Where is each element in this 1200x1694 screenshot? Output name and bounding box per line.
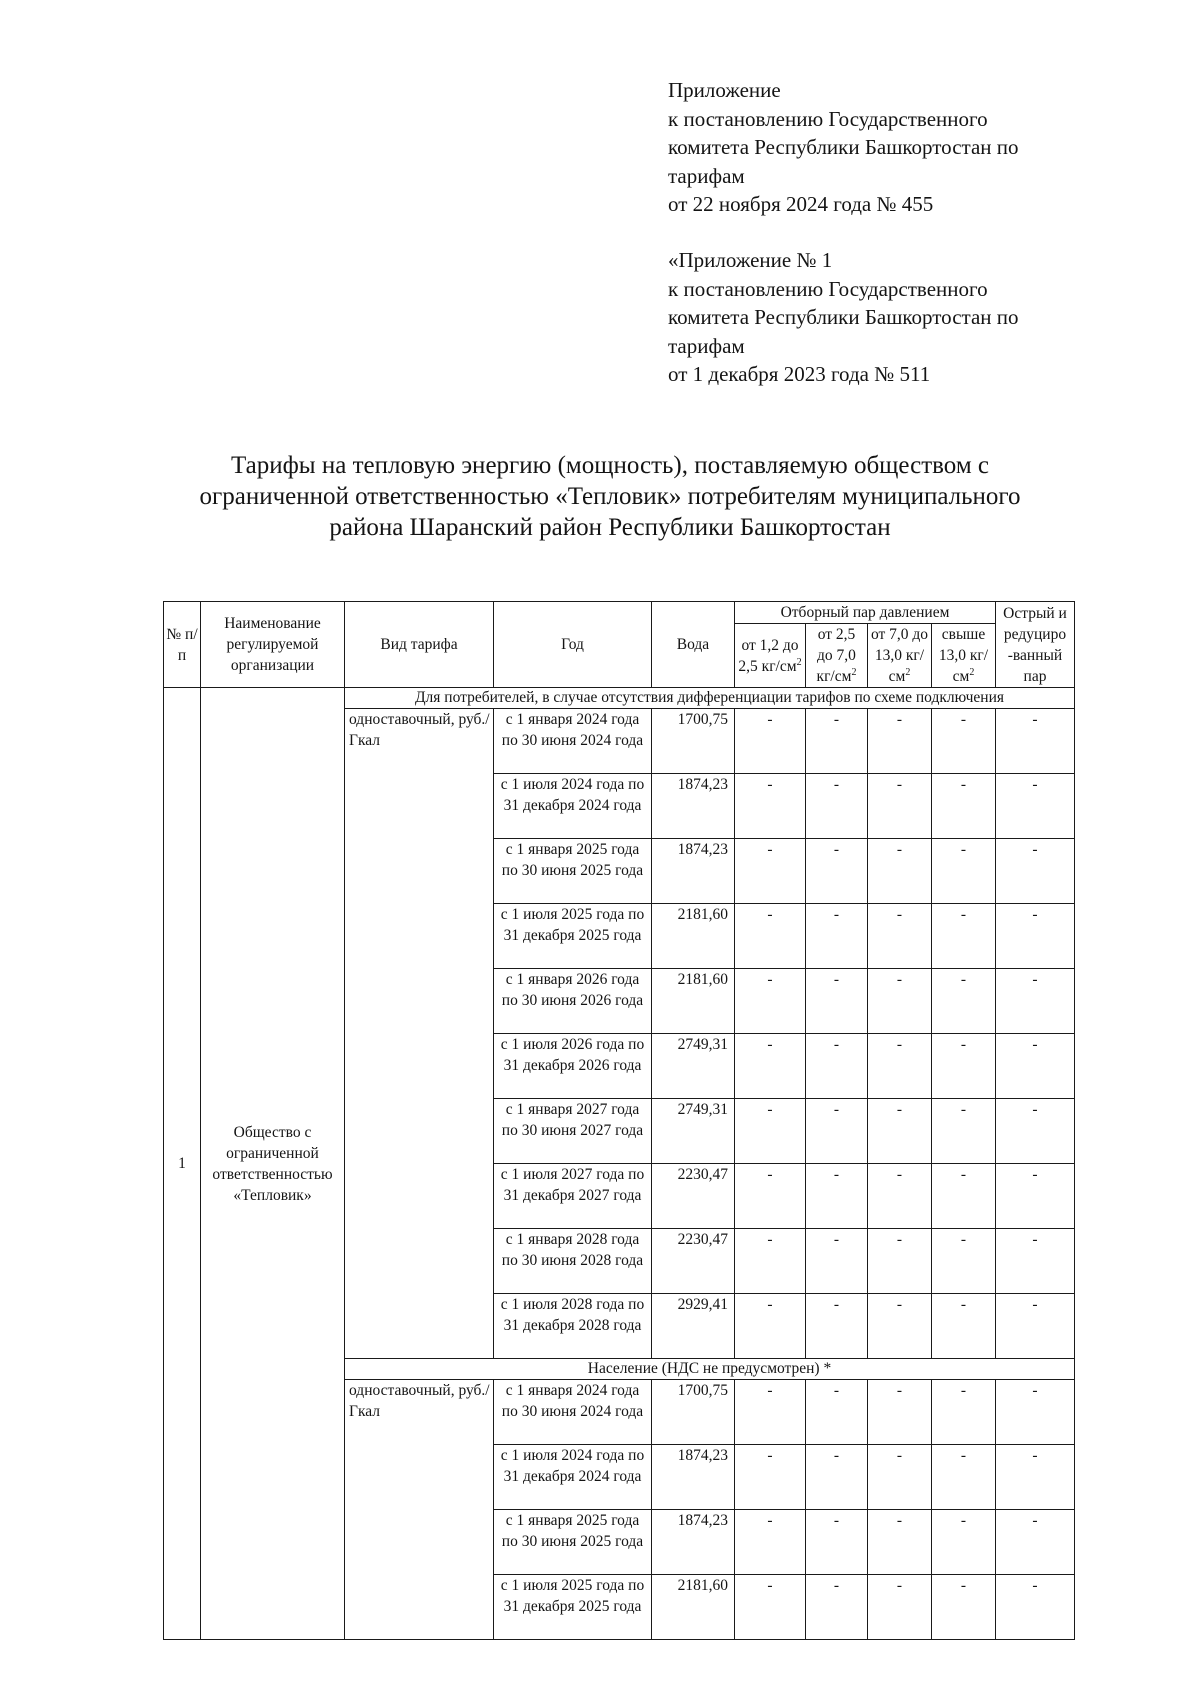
water-tariff-cell: 2230,47 (652, 1164, 735, 1229)
empty-tariff-cell: - (996, 1164, 1075, 1229)
empty-tariff-cell: - (868, 774, 932, 839)
empty-tariff-cell: - (932, 1510, 996, 1575)
empty-tariff-cell: - (932, 839, 996, 904)
empty-tariff-cell: - (932, 1294, 996, 1359)
empty-tariff-cell: - (996, 774, 1075, 839)
header-org: Наименование регулируемой организации (201, 602, 345, 688)
empty-tariff-cell: - (996, 1294, 1075, 1359)
water-tariff-cell: 2929,41 (652, 1294, 735, 1359)
empty-tariff-cell: - (996, 1099, 1075, 1164)
period-cell: с 1 июля 2025 года по 31 декабря 2025 года (494, 904, 652, 969)
title-line: района Шаранский район Республики Башкортостан (329, 514, 891, 541)
empty-tariff-cell: - (735, 1575, 806, 1640)
empty-tariff-cell: - (932, 1099, 996, 1164)
water-tariff-cell: 2181,60 (652, 904, 735, 969)
empty-tariff-cell: - (806, 1164, 868, 1229)
header-steam-group: Отборный пар давлением (735, 602, 996, 624)
empty-tariff-cell: - (996, 1575, 1075, 1640)
appendix-line: к постановлению Государственного (668, 276, 988, 301)
empty-tariff-cell: - (868, 1034, 932, 1099)
empty-tariff-cell: - (932, 1575, 996, 1640)
water-tariff-cell: 1874,23 (652, 1445, 735, 1510)
empty-tariff-cell: - (868, 1294, 932, 1359)
water-tariff-cell: 1700,75 (652, 1380, 735, 1445)
empty-tariff-cell: - (806, 1034, 868, 1099)
empty-tariff-cell: - (806, 1510, 868, 1575)
header-sharp-steam: Острый и редуциро -ванный пар (996, 602, 1075, 688)
empty-tariff-cell: - (735, 1229, 806, 1294)
empty-tariff-cell: - (735, 709, 806, 774)
empty-tariff-cell: - (868, 969, 932, 1034)
empty-tariff-cell: - (868, 1510, 932, 1575)
row-number: 1 (164, 688, 201, 1640)
empty-tariff-cell: - (806, 709, 868, 774)
empty-tariff-cell: - (932, 1229, 996, 1294)
empty-tariff-cell: - (996, 709, 1075, 774)
empty-tariff-cell: - (735, 1294, 806, 1359)
empty-tariff-cell: - (806, 1575, 868, 1640)
header-num: № п/п (164, 602, 201, 688)
header-water: Вода (652, 602, 735, 688)
empty-tariff-cell: - (735, 1445, 806, 1510)
appendix-line: комитета Республики Башкортостан по (668, 305, 1019, 329)
empty-tariff-cell: - (806, 1445, 868, 1510)
empty-tariff-cell: - (806, 1099, 868, 1164)
water-tariff-cell: 1700,75 (652, 709, 735, 774)
appendix-line: от 22 ноября 2024 года № 455 (668, 192, 934, 216)
empty-tariff-cell: - (806, 904, 868, 969)
period-cell: с 1 июля 2025 года по 31 декабря 2025 года (494, 1575, 652, 1640)
water-tariff-cell: 2749,31 (652, 1034, 735, 1099)
period-cell: с 1 января 2026 года по 30 июня 2026 года (494, 969, 652, 1034)
appendix-line: «Приложение № 1 (668, 248, 833, 272)
header-kind: Вид тарифа (345, 602, 494, 688)
water-tariff-cell: 1874,23 (652, 839, 735, 904)
section-header: Население (НДС не предусмотрен) * (345, 1359, 1075, 1380)
empty-tariff-cell: - (806, 969, 868, 1034)
empty-tariff-cell: - (735, 1034, 806, 1099)
empty-tariff-cell: - (806, 839, 868, 904)
tariff-kind: одноставочный, руб./Гкал (345, 709, 494, 1359)
empty-tariff-cell: - (996, 1510, 1075, 1575)
empty-tariff-cell: - (806, 774, 868, 839)
period-cell: с 1 января 2025 года по 30 июня 2025 года (494, 839, 652, 904)
empty-tariff-cell: - (996, 969, 1075, 1034)
empty-tariff-cell: - (735, 1099, 806, 1164)
empty-tariff-cell: - (806, 1380, 868, 1445)
empty-tariff-cell: - (868, 839, 932, 904)
header-steam-2: от 2,5 до 7,0 $кг/см^2$ (806, 624, 868, 688)
tariff-kind: одноставочный, руб./Гкал (345, 1380, 494, 1640)
empty-tariff-cell: - (932, 1445, 996, 1510)
appendix-line: комитета Республики Башкортостан по (668, 135, 1019, 159)
empty-tariff-cell: - (932, 709, 996, 774)
empty-tariff-cell: - (735, 1164, 806, 1229)
period-cell: с 1 июля 2026 года по 31 декабря 2026 года (494, 1034, 652, 1099)
period-cell: с 1 января 2025 года по 30 июня 2025 года (494, 1510, 652, 1575)
period-cell: с 1 января 2027 года по 30 июня 2027 года (494, 1099, 652, 1164)
empty-tariff-cell: - (868, 904, 932, 969)
empty-tariff-cell: - (932, 969, 996, 1034)
empty-tariff-cell: - (868, 1445, 932, 1510)
water-tariff-cell: 1874,23 (652, 1510, 735, 1575)
water-tariff-cell: 1874,23 (652, 774, 735, 839)
water-tariff-cell: 2749,31 (652, 1099, 735, 1164)
header-steam-3: от 7,0 до 13,0 $кг/см^2$ (868, 624, 932, 688)
header-steam-4: свыше 13,0 $кг/см^2$ (932, 624, 996, 688)
water-tariff-cell: 2230,47 (652, 1229, 735, 1294)
empty-tariff-cell: - (868, 1380, 932, 1445)
empty-tariff-cell: - (868, 709, 932, 774)
empty-tariff-cell: - (932, 1164, 996, 1229)
empty-tariff-cell: - (868, 1575, 932, 1640)
period-cell: с 1 января 2024 года по 30 июня 2024 года (494, 1380, 652, 1445)
empty-tariff-cell: - (735, 839, 806, 904)
appendix-block-current (668, 76, 1019, 219)
empty-tariff-cell: - (868, 1099, 932, 1164)
period-cell: с 1 января 2024 года по 30 июня 2024 года (494, 709, 652, 774)
empty-tariff-cell: - (806, 1294, 868, 1359)
appendix-line: Приложение (668, 78, 781, 102)
empty-tariff-cell: - (996, 1229, 1075, 1294)
organization-name: Общество с ограниченной ответственностью «Тепловик» (201, 688, 345, 1640)
empty-tariff-cell: - (806, 1229, 868, 1294)
empty-tariff-cell: - (735, 904, 806, 969)
empty-tariff-cell: - (932, 774, 996, 839)
empty-tariff-cell: - (868, 1229, 932, 1294)
appendix-line: к постановлению Государственного (668, 106, 988, 131)
water-tariff-cell: 2181,60 (652, 969, 735, 1034)
empty-tariff-cell: - (735, 1510, 806, 1575)
appendix-line: тарифам (668, 163, 745, 188)
appendix-block-original (668, 246, 1019, 389)
empty-tariff-cell: - (735, 1380, 806, 1445)
period-cell: с 1 июля 2027 года по 31 декабря 2027 года (494, 1164, 652, 1229)
title-line: ограниченной ответственностью «Тепловик» потребителям муниципального (199, 483, 1021, 510)
empty-tariff-cell: - (868, 1164, 932, 1229)
empty-tariff-cell: - (996, 1034, 1075, 1099)
water-tariff-cell: 2181,60 (652, 1575, 735, 1640)
empty-tariff-cell: - (996, 904, 1075, 969)
tariff-table (163, 601, 1075, 1640)
header-steam-1: от 1,2 до 2,5 $кг/см^2$ (735, 624, 806, 688)
appendix-line: от 1 декабря 2023 года № 511 (668, 362, 931, 386)
document-title (140, 450, 1080, 543)
period-cell: с 1 июля 2024 года по 31 декабря 2024 года (494, 774, 652, 839)
empty-tariff-cell: - (996, 1445, 1075, 1510)
period-cell: с 1 июля 2028 года по 31 декабря 2028 года (494, 1294, 652, 1359)
empty-tariff-cell: - (932, 1034, 996, 1099)
empty-tariff-cell: - (932, 1380, 996, 1445)
empty-tariff-cell: - (735, 774, 806, 839)
empty-tariff-cell: - (996, 1380, 1075, 1445)
title-line: Тарифы на тепловую энергию (мощность), поставляемую обществом с (230, 452, 989, 479)
appendix-line: тарифам (668, 333, 745, 358)
empty-tariff-cell: - (932, 904, 996, 969)
period-cell: с 1 июля 2024 года по 31 декабря 2024 года (494, 1445, 652, 1510)
period-cell: с 1 января 2028 года по 30 июня 2028 года (494, 1229, 652, 1294)
empty-tariff-cell: - (735, 969, 806, 1034)
header-year: Год (494, 602, 652, 688)
empty-tariff-cell: - (996, 839, 1075, 904)
section-header: Для потребителей, в случае отсутствия дифференциации тарифов по схеме подключения (345, 688, 1075, 709)
